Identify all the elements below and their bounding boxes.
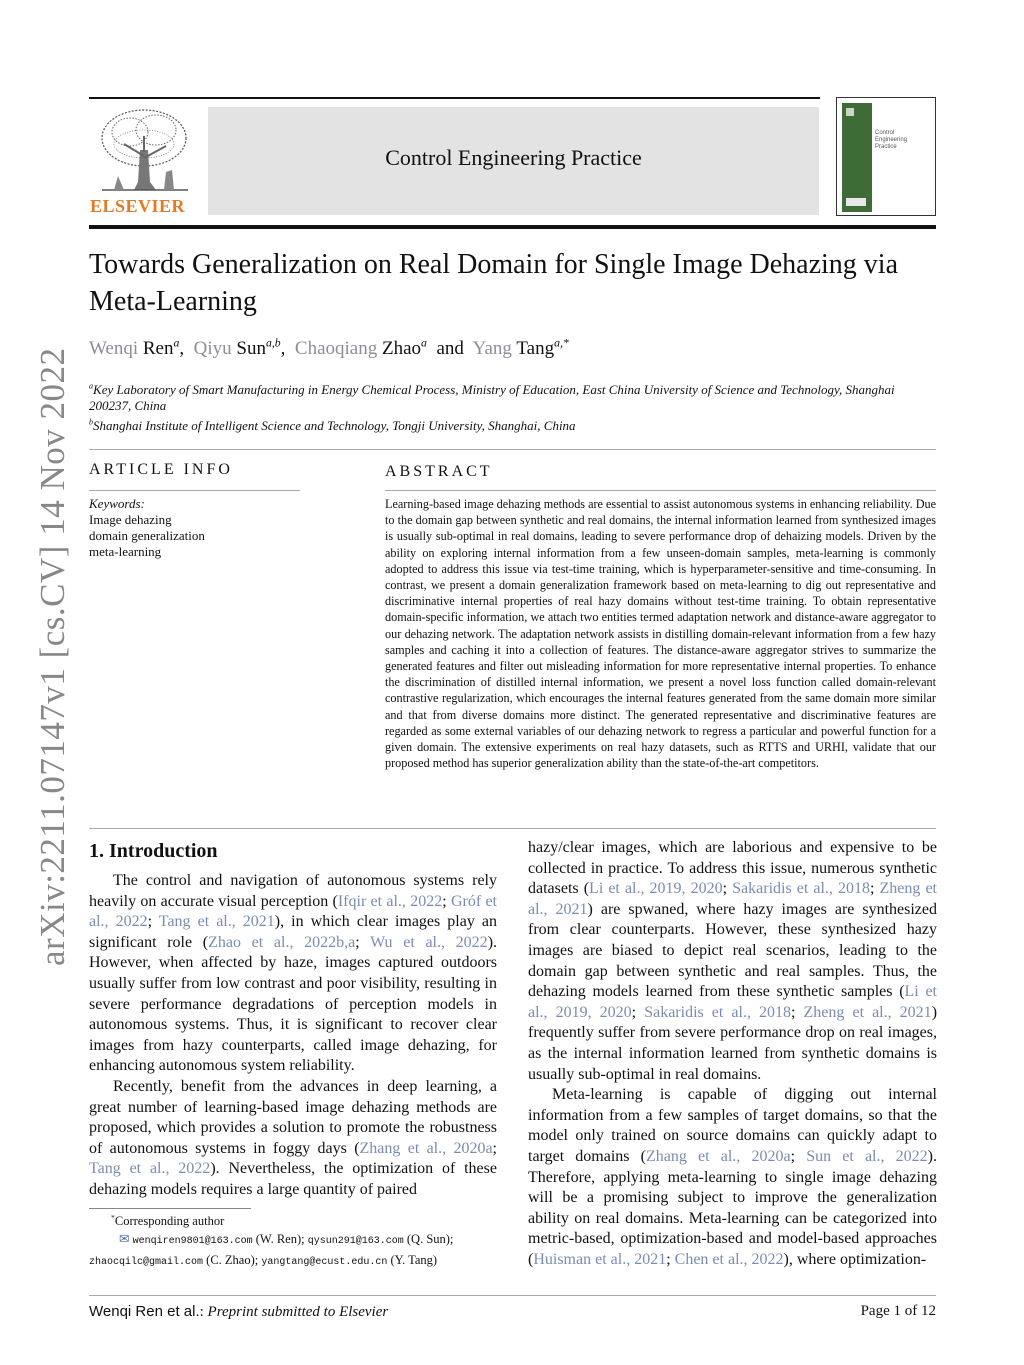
author-list: Wenqi Ren$^a$, Qiyu Sun$^{a,b}$, Chaoqiang Zhao$^a$ and Yang Tang$^{a,*}$ (89, 336, 569, 359)
citation-link[interactable]: Wu et al., 2022 (370, 933, 488, 951)
keyword-item: meta-learning (89, 544, 162, 559)
citation-link[interactable]: Zhang et al., 2020a (646, 1147, 791, 1165)
citation-link[interactable]: Gróf et al., 2022 (89, 892, 497, 931)
cover-green-strip (842, 103, 872, 212)
citation-link[interactable]: Zhao et al., 2022b,a (208, 933, 356, 951)
citation-link[interactable]: Li et al., 2019, 2020 (589, 880, 723, 898)
author-link[interactable]: Chaoqiang Zhao$^a$ (294, 336, 427, 359)
keywords-label: Keywords: (89, 496, 145, 511)
citation-link[interactable]: Zhang et al., 2020a (359, 1139, 493, 1157)
paragraph: Recently, benefit from the advances in deep learning, a great number of learning-based image dehazing methods are proposed, which provides a solution to promote the robustness of autonomous systems in foggy days (Zhang et al., 2020a; Tang et al., 2022). Nevertheless, the optimization of these dehazing models requires a large quantity of paired (89, 1077, 497, 1198)
paragraph: hazy/clear images, which are laborious and expensive to be collected in practice. To address this issue, numerous synthetic datasets (Li et al., 2019, 2020; Sakaridis et al., 2018; Zheng et al., 2021) are spwaned, where hazy images are synthesized from clear counterparts. However, these synthesized hazy images are biased to depict real scenarios, leading to the domain gap between synthetic and real samples. Thus, the dehazing models learned from these synthetic samples (Li et al., 2019, 2020; Sakaridis et al., 2018; Zheng et al., 2021) frequently suffer from severe performance drop on real images, as the internal information learned from synthetic domains is usually sub-optimal in real domains. (528, 839, 938, 1083)
citation-link[interactable]: Zheng et al., 2021 (803, 1003, 932, 1021)
citation-link[interactable]: Huisman et al., 2021 (533, 1250, 667, 1268)
header-bottom-rule (89, 225, 936, 229)
citation-link[interactable]: Zheng et al., 2021 (528, 880, 938, 918)
author-link[interactable]: Yang Tang$^{a,*}$ (472, 336, 569, 359)
elsevier-tree-icon (94, 106, 194, 194)
section-heading-introduction: 1. Introduction (89, 840, 218, 862)
cover-logo-icon (846, 108, 854, 116)
citation-link[interactable]: Ifqir et al., 2022 (337, 892, 443, 910)
citation-link[interactable]: Li et al., 2019, 2020 (528, 983, 937, 1021)
abstract-text: Learning-based image dehazing methods are essential to assist autonomous systems in enhancing reliability. Due to the domain gap between synthetic and real domains, the internal information learned from synthesized images is usually sub-optimal in real domains, leading to severe performance drop of dehaizing models. Driven by the ability on exploring internal information from a few unseen-domain samples, meta-learning is commonly adopted to address this issue via test-time training, which is hyperparameter-sensitive and time-consuming. In contrast, we present a domain generalization framework based on meta-learning to dig out representative and discriminative internal properties of real hazy domains without test-time training. To obtain representative domain-specific information, we attach two entities termed adaptation network and distance-aware aggregator to our dehazing network. The adaptation network assists in distilling domain-relevant information from a few hazy samples and caching it into a collection of features. The distance-aware aggregator strives to summarize the generated features and filter out misleading information for more representative internal properties. To enhance the discrimination of distilled internal information, we present a novel loss function called domain-relevant contrastive regularization, which encourages the internal features generated from the same domain more similar and that from diverse domains more distinct. The generated representative and discriminative features are regarded as some external variables of our dehazing network to regress a particular and powerful function for a given domain. The extensive experiments on real hazy datasets, such as RTTS and URHI, validate that our proposed method has superior generalization ability than the state-of-the-art competitors. (385, 497, 936, 771)
footer-rule (89, 1295, 936, 1296)
citation-link[interactable]: Sakaridis et al., 2018 (732, 880, 870, 898)
affiliation-divider (89, 449, 936, 450)
journal-name[interactable]: Control Engineering Practice (385, 145, 642, 170)
paragraph: Meta-learning is capable of digging out internal information from a few samples of target domains, so that the model only trained on source domains can quickly adapt to target domains (Zhang et al., 2020a; Sun et al., 2022). Therefore, applying meta-learning to single image dehazing will be a promising subject to improve the generalization ability on real domains. Meta-learning can be categorized into metric-based, optimization-based and model-based approaches (Huisman et al., 2021; Chen et al., 2022), where optimization- (528, 1086, 937, 1268)
header-top-rule (89, 97, 820, 99)
email-link[interactable]: yangtang@ecust.edu.cn (261, 1257, 388, 1268)
abstract-rule (385, 490, 936, 491)
article-info-rule (89, 490, 300, 491)
cover-badge-icon (846, 198, 866, 206)
affiliation-a: $^a$Key Laboratory of Smart Manufacturing in Energy Chemical Process, Ministry of Education, East China University of Science and Technology, Shanghai 200237, China (89, 381, 895, 413)
cover-title: Control Engineering Practice (875, 130, 908, 150)
article-info-heading: ARTICLE INFO (89, 461, 233, 478)
body-column-left (89, 871, 497, 1201)
keyword-item: Image dehazing (89, 512, 172, 527)
citation-link[interactable]: Sakaridis et al., 2018 (644, 1003, 792, 1021)
footnote-rule (89, 1208, 251, 1209)
citation-link[interactable]: Sun et al., 2022 (806, 1147, 928, 1165)
page-number: Page 1 of 12 (860, 1303, 936, 1319)
paragraph: The control and navigation of autonomous systems rely heavily on accurate visual perception (Ifqir et al., 2022; Gróf et al., 2022; Tang et al., 2021), in which clear images play an significant role (Zhao et al., 2022b,a; Wu et al., 2022). However, when affected by haze, images captured outdoors usually suffer from low contrast and poor visibility, resulting in severe performance degradations of perception models in autonomous systems. Thus, it is significant to recover clear images from hazy counterparts, called image dehazing, for enhancing autonomous system reliability. (89, 872, 498, 1075)
paper-title: Towards Generalization on Real Domain for Single Image Dehazing via Meta-Learning (89, 249, 898, 317)
body-column-right (528, 838, 937, 1270)
citation-link[interactable]: Tang et al., 2021 (158, 913, 275, 931)
affiliation-b: $^b$Shanghai Institute of Intelligent Science and Technology, Tongji University, Shanghai, China (89, 417, 576, 433)
author-link[interactable]: Wenqi Ren$^a$ (89, 336, 180, 359)
keyword-item: domain generalization (89, 528, 205, 543)
email-link[interactable]: zhaocqilc@gmail.com (89, 1257, 204, 1268)
footer-citation: Wenqi Ren et al.: Preprint submitted to Elsevier (89, 1303, 389, 1320)
abstract-heading: ABSTRACT (385, 463, 493, 480)
abstract-end-divider (89, 828, 936, 829)
publisher-wordmark: ELSEVIER (90, 196, 186, 216)
citation-link[interactable]: Chen et al., 2022 (674, 1250, 784, 1268)
mail-icon: ✉ (119, 1232, 130, 1246)
arxiv-stamp[interactable]: arXiv:2211.07147v1 [cs.CV] 14 Nov 2022 (33, 347, 72, 966)
citation-link[interactable]: Tang et al., 2022 (89, 1160, 211, 1178)
email-link[interactable]: qysun291@163.com (307, 1236, 404, 1247)
author-link[interactable]: Qiyu Sun$^{a,b}$ (193, 336, 281, 359)
footnote: *Corresponding author ✉ wenqiren9801@163.com (W. Ren); qysun291@163.com (Q. Sun); zhaocqilc@gmail.com (C. Zhao); yangtang@ecust.edu.cn (Y. Tang) (89, 1212, 454, 1268)
email-link[interactable]: wenqiren9801@163.com (132, 1236, 253, 1247)
